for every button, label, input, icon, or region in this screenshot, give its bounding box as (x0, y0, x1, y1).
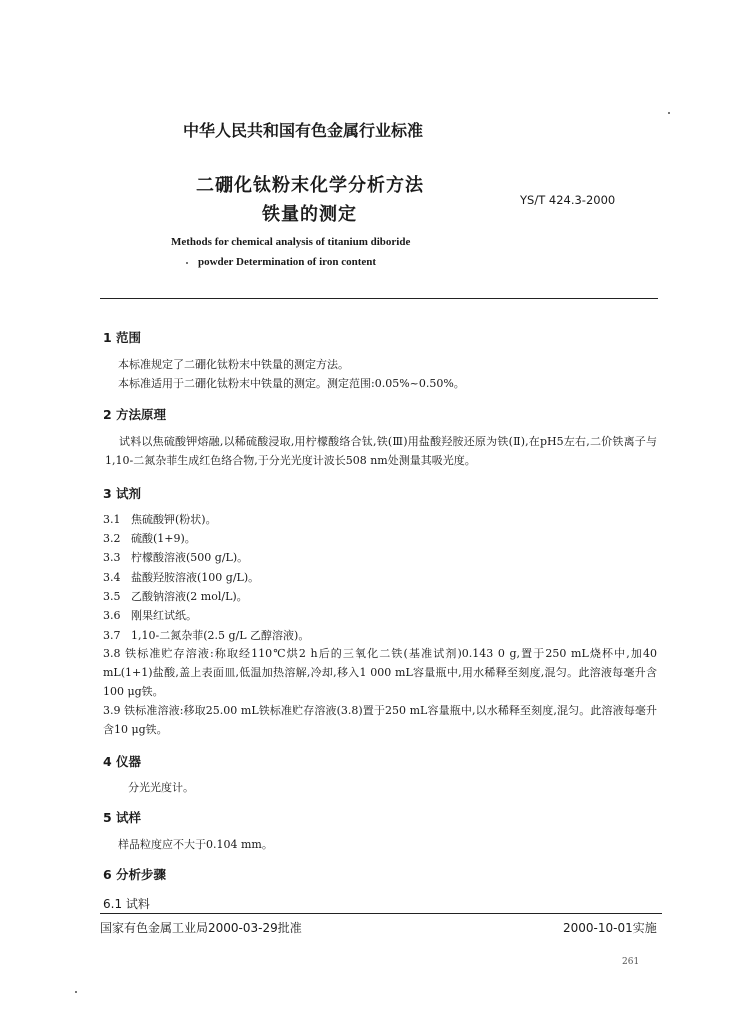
reagent-item-text: 1,10-二氮杂菲(2.5 g/L 乙醇溶液)。 (131, 629, 310, 642)
reagent-item-text: 乙酸钠溶液(2 mol/L)。 (131, 590, 248, 603)
reagent-item-number: 3.7 (103, 629, 121, 642)
reagent-item-3-8: 3.8 铁标准贮存溶液:称取经110℃烘2 h后的三氧化二铁(基准试剂)0.143 0 g,置于250 mL烧杯中,加40 mL(1+1)盐酸,盖上表面皿,低温加热溶解,冷却,移入1 000 mL容量瓶中,用水稀释至刻度,混匀。此溶液每毫升含100 μg铁。 (103, 647, 657, 698)
section-2-heading: 2 方法原理 (103, 407, 167, 422)
section-4-paragraph: 分光光度计。 (128, 781, 194, 794)
scan-speck (186, 262, 188, 264)
section-1-paragraph-1: 本标准规定了二硼化钛粉末中铁量的测定方法。 (118, 358, 349, 371)
reagent-item-text: 刚果红试纸。 (131, 609, 197, 622)
standard-number: YS/T 424.3-2000 (520, 193, 616, 207)
reagent-item (103, 607, 197, 623)
section-4-heading: 4 仪器 (103, 754, 142, 769)
document-title-cn-line1: 二硼化钛粉末化学分析方法 (196, 175, 424, 196)
reagent-item (103, 588, 248, 604)
reagent-item (103, 569, 259, 585)
section-1-paragraph-2: 本标准适用于二硼化钛粉末中铁量的测定。测定范围:0.05%~0.50%。 (118, 377, 465, 390)
reagent-item-text: 焦硫酸钾(粉状)。 (131, 513, 217, 526)
reagent-item (103, 530, 196, 546)
document-title-en-line1: Methods for chemical analysis of titanium diboride (171, 236, 411, 248)
issuing-body-title: 中华人民共和国有色金属行业标准 (183, 121, 424, 140)
reagent-item-number: 3.1 (103, 513, 121, 526)
reagent-item-text: 盐酸羟胺溶液(100 g/L)。 (131, 571, 260, 584)
reagent-item-number: 3.3 (103, 551, 121, 564)
reagent-item-text: 硫酸(1+9)。 (131, 532, 196, 545)
subsection-6-1-heading: 6.1 试料 (103, 897, 150, 911)
header-divider (100, 298, 658, 299)
reagent-item (103, 511, 217, 527)
approval-date: 国家有色金属工业局2000-03-29批准 (100, 921, 302, 935)
section-5-paragraph: 样品粒度应不大于0.104 mm。 (118, 838, 273, 851)
section-5-heading: 5 试样 (103, 810, 142, 825)
section-6-heading: 6 分析步骤 (103, 867, 167, 882)
scan-speck (668, 112, 670, 114)
reagent-item-number: 3.5 (103, 590, 121, 603)
section-2-paragraph: 试料以焦硫酸钾熔融,以稀硫酸浸取,用柠檬酸络合钛,铁(Ⅲ)用盐酸羟胺还原为铁(Ⅱ),在pH5左右,二价铁离子与1,10-二氮杂菲生成红色络合物,于分光光度计波长508 nm处测量其吸光度。 (105, 435, 657, 467)
reagent-item (103, 627, 309, 643)
reagent-item-number: 3.6 (103, 609, 121, 622)
reagent-item-text: 柠檬酸溶液(500 g/L)。 (131, 551, 249, 564)
section-3-heading: 3 试剂 (103, 486, 142, 501)
section-1-heading: 1 范围 (103, 330, 142, 345)
reagent-item-number: 3.4 (103, 571, 121, 584)
effective-date: 2000-10-01实施 (563, 921, 657, 935)
footer-divider (100, 913, 662, 914)
reagent-item-number: 3.2 (103, 532, 121, 545)
scan-speck (75, 991, 77, 993)
document-title-cn-line2: 铁量的测定 (262, 204, 357, 225)
page-number: 261 (622, 957, 640, 967)
reagent-item (103, 549, 248, 565)
reagent-item-3-9: 3.9 铁标准溶液:移取25.00 mL铁标准贮存溶液(3.8)置于250 mL容量瓶中,以水稀释至刻度,混匀。此溶液每毫升含10 μg铁。 (103, 704, 657, 736)
document-title-en-line2: powder Determination of iron content (198, 256, 377, 268)
